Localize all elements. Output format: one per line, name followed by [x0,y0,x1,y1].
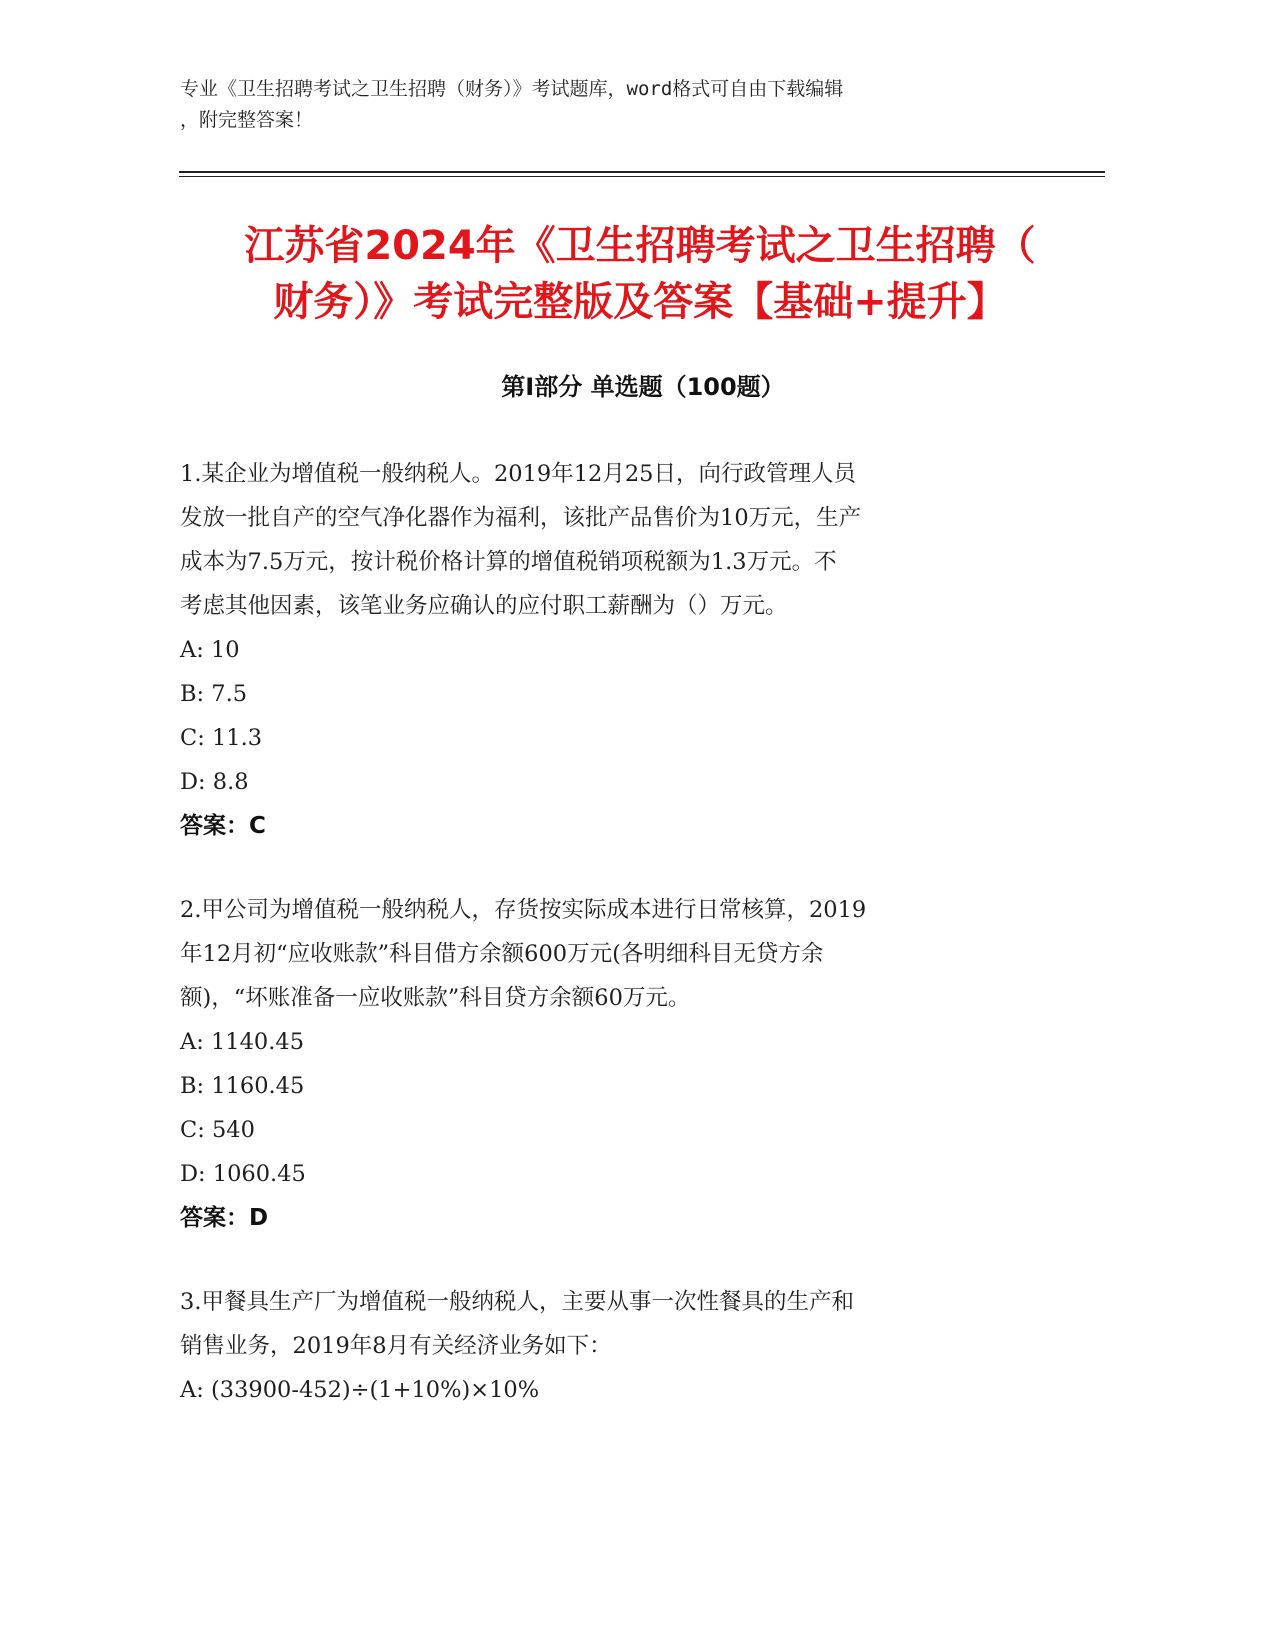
header-divider-thin [179,176,1105,177]
option-d: D: 8.8 [180,769,249,795]
option-a: A: 1140.45 [180,1029,305,1055]
option-d: D: 1060.45 [180,1161,306,1187]
question-2 [180,888,1040,1240]
header-note-line-1: 专业《卫生招聘考试之卫生招聘（财务）》考试题库，word格式可自由下载编辑 [180,78,844,100]
option-a: A: 10 [180,637,240,663]
question-stem-line: 额)，“坏账准备一应收账款”科目贷方余额60万元。 [180,985,691,1011]
question-stem-line: 销售业务，2019年8月有关经济业务如下： [180,1333,612,1359]
question-stem [180,1280,1040,1368]
question-stem-line: 2.甲公司为增值税一般纳税人，存货按实际成本进行日常核算，2019 [180,897,867,923]
option-b: B: 7.5 [180,681,248,707]
document-title-line-1: 江苏省2024年《卫生招聘考试之卫生招聘（ [244,223,1036,269]
question-stem [180,452,1040,628]
answer-line: 答案：D [180,1205,269,1231]
question-3 [180,1280,1040,1412]
section-heading: 第I部分 单选题（100题） [501,373,785,401]
header-note [180,74,1030,136]
option-b: B: 1160.45 [180,1073,305,1099]
option-a: A: (33900-452)÷(1+10%)×10% [180,1377,540,1403]
document-title-line-2: 财务）》考试完整版及答案【基础+提升】 [273,279,1007,325]
document-title [160,218,1120,330]
question-1 [180,452,1040,848]
option-c: C: 11.3 [180,725,263,751]
question-stem-line: 考虑其他因素，该笔业务应确认的应付职工薪酬为（）万元。 [180,593,788,619]
question-stem-line: 成本为7.5万元，按计税价格计算的增值税销项税额为1.3万元。不 [180,549,837,575]
question-stem-line: 发放一批自产的空气净化器作为福利，该批产品售价为10万元，生产 [180,505,862,531]
question-stem-line: 3.甲餐具生产厂为增值税一般纳税人，主要从事一次性餐具的生产和 [180,1289,854,1315]
question-stem [180,888,1040,1020]
header-divider-thick [179,171,1105,173]
question-stem-line: 年12月初“应收账款”科目借方余额600万元(各明细科目无贷方余 [180,941,824,967]
header-note-line-2: ，附完整答案！ [180,109,314,131]
answer-line: 答案：C [180,813,266,839]
question-stem-line: 1.某企业为增值税一般纳税人。2019年12月25日，向行政管理人员 [180,461,856,487]
option-c: C: 540 [180,1117,255,1143]
